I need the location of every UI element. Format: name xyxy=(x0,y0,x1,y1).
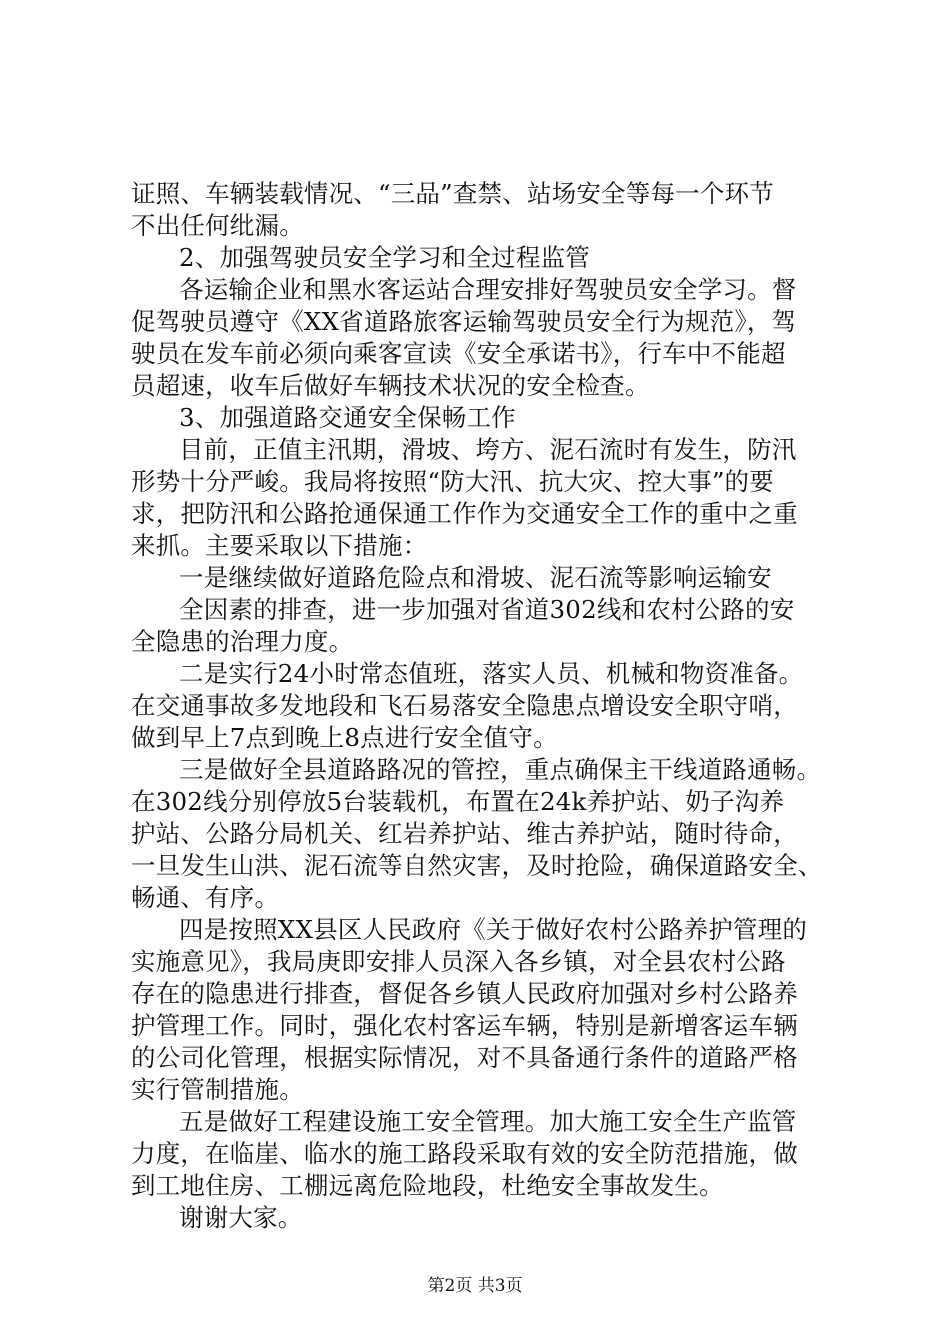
body-text-line: 全隐患的治理力度。 xyxy=(131,627,354,656)
body-text-line: 促驾驶员遵守《XX省道路旅客运输驾驶员安全行为规范》，驾 xyxy=(131,307,797,336)
body-text-line: 实施意见》，我局庚即安排人员深入各乡镇，对全县农村公路 xyxy=(131,947,786,976)
body-text-line: 的公司化管理，根据实际情况，对不具备通行条件的道路严格 xyxy=(131,1043,798,1072)
body-text-line: 一是继续做好道路危险点和滑坡、泥石流等影响运输安 xyxy=(179,563,772,592)
body-text-line: 驶员在发车前必须向乘客宣读《安全承诺书》，行车中不能超 xyxy=(131,339,786,368)
body-text-line: 三是做好全县道路路况的管控，重点确保主干线道路通畅。 xyxy=(179,755,822,784)
section-heading: 2、加强驾驶员安全学习和全过程监管 xyxy=(179,243,590,272)
section-heading: 3、加强道路交通安全保畅工作 xyxy=(179,403,516,432)
body-text-line: 员超速，收车后做好车辆技术状况的安全检查。 xyxy=(131,371,650,400)
body-text-line: 目前，正值主汛期，滑坡、垮方、泥石流时有发生，防汛 xyxy=(179,435,797,464)
body-text-line: 护管理工作。同时，强化农村客运车辆，特别是新增客运车辆 xyxy=(131,1011,798,1040)
body-text-line: 实行管制措施。 xyxy=(131,1075,304,1104)
body-text-line: 来抓。主要采取以下措施： xyxy=(131,531,428,560)
body-text-line: 做到早上7点到晚上8点进行安全值守。 xyxy=(131,723,558,752)
closing-line: 谢谢大家。 xyxy=(179,1203,303,1232)
body-text-line: 全因素的排查，进一步加强对省道302线和农村公路的安 xyxy=(179,595,795,624)
body-text-line: 在交通事故多发地段和飞石易落安全隐患点增设安全职守哨， xyxy=(131,691,798,720)
body-text-line: 畅通、有序。 xyxy=(131,883,280,912)
body-text-line: 五是做好工程建设施工安全管理。加大施工安全生产监管 xyxy=(179,1107,797,1136)
body-text-line: 一旦发生山洪、泥石流等自然灾害，及时抢险，确保道路安全、 xyxy=(131,851,823,880)
body-text-line: 形势十分严峻。我局将按照“防大汛、抗大灾、控大事”的要 xyxy=(131,467,774,496)
body-text-line: 不出任何纰漏。 xyxy=(131,211,304,240)
body-text-line: 各运输企业和黑水客运站合理安排好驾驶员安全学习。督 xyxy=(179,275,797,304)
body-text-line: 在302线分别停放5台装载机，布置在24k养护站、奶子沟养 xyxy=(131,787,785,816)
page-number-footer: 第2页 共3页 xyxy=(427,1276,523,1296)
body-text-line: 四是按照XX县区人民政府《关于做好农村公路养护管理的 xyxy=(179,915,808,944)
body-text-line: 证照、车辆装载情况、“三品”查禁、站场安全等每一个环节 xyxy=(131,179,774,208)
body-text-line: 存在的隐患进行排查，督促各乡镇人民政府加强对乡村公路养 xyxy=(131,979,798,1008)
body-text-line: 二是实行24小时常态值班，落实人员、机械和物资准备。 xyxy=(179,659,804,688)
body-text-line: 力度，在临崖、临水的施工路段采取有效的安全防范措施，做 xyxy=(131,1139,798,1168)
body-text-line: 求，把防汛和公路抢通保通工作作为交通安全工作的重中之重 xyxy=(131,499,798,528)
body-text-line: 护站、公路分局机关、红岩养护站、维古养护站，随时待命， xyxy=(131,819,798,848)
body-text-line: 到工地住房、工棚远离危险地段，杜绝安全事故发生。 xyxy=(131,1171,724,1200)
